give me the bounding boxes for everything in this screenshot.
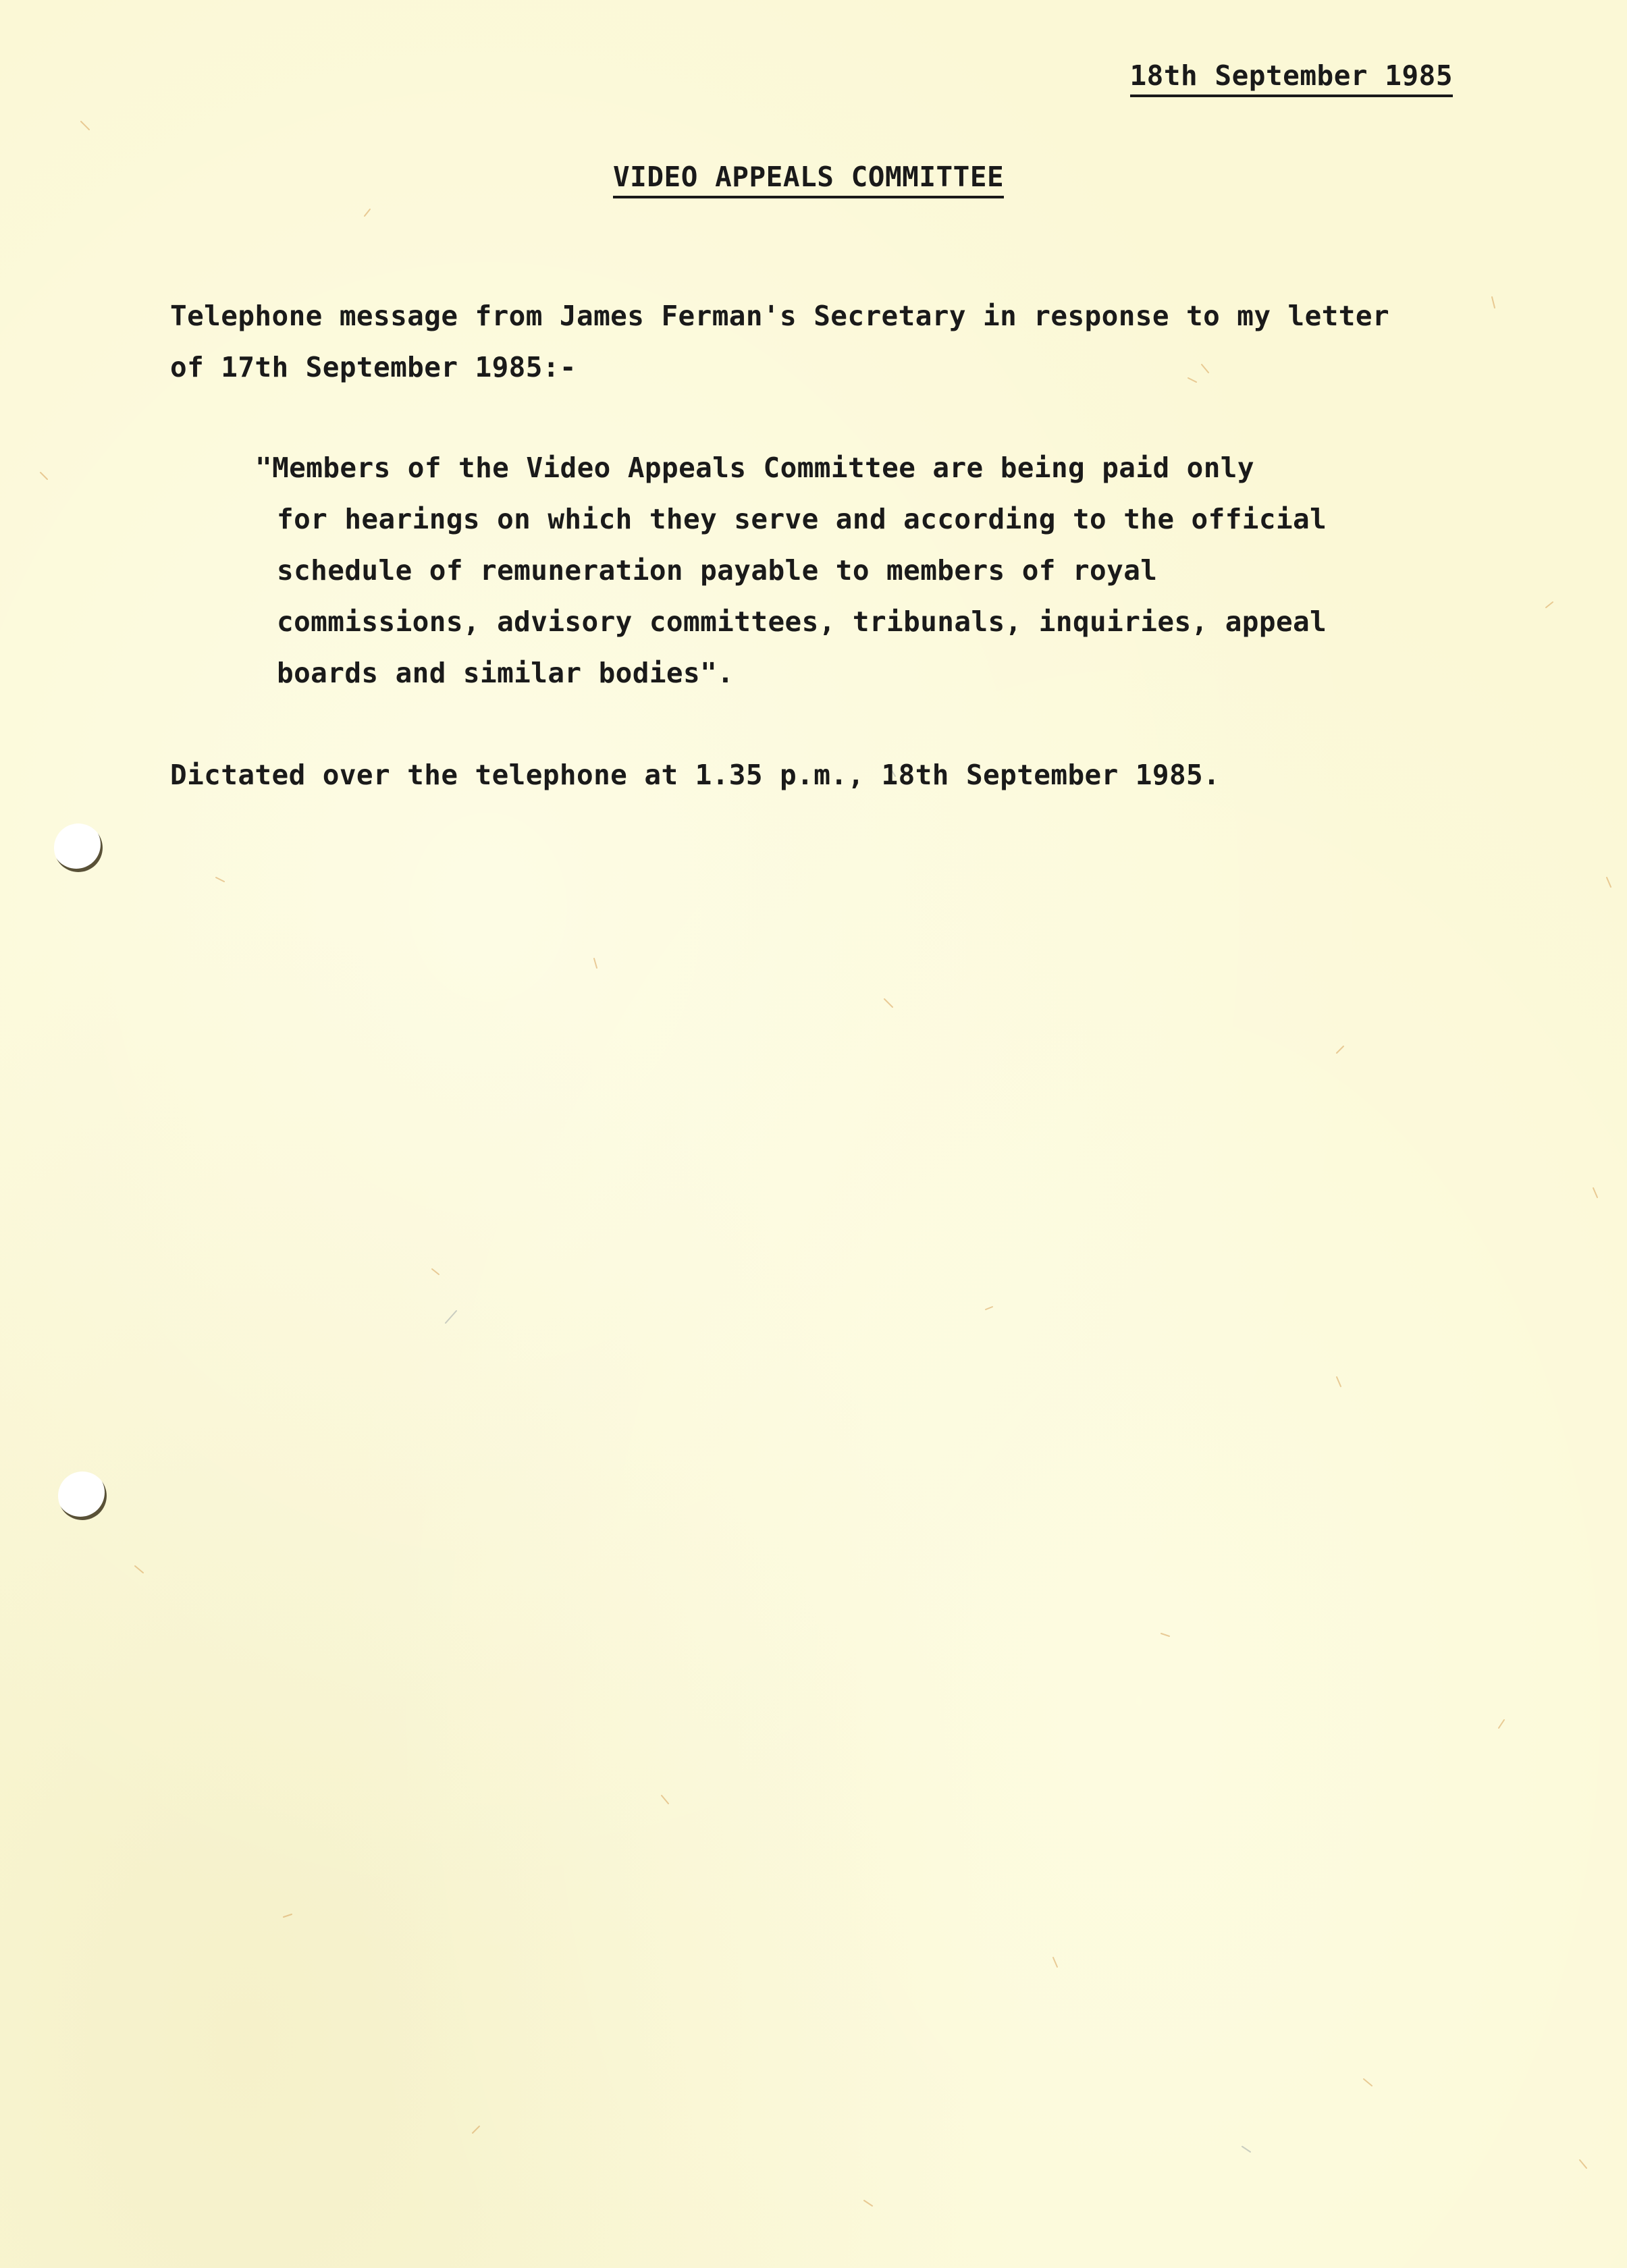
punch-hole [54, 824, 103, 872]
intro-paragraph [170, 290, 1480, 393]
intro-line: of 17th September 1985:- [170, 351, 577, 383]
document-title: VIDEO APPEALS COMMITTEE [613, 161, 1004, 198]
quote-line: schedule of remuneration payable to members of royal [277, 554, 1158, 587]
quote-line: "Members of the Video Appeals Committee are being paid only [255, 452, 1254, 484]
document-date: 18th September 1985 [1130, 59, 1453, 97]
closing-note: Dictated over the telephone at 1.35 p.m., 18th September 1985. [170, 759, 1221, 791]
intro-line: Telephone message from James Ferman's Secretary in response to my letter [170, 300, 1390, 332]
quote-line: boards and similar bodies". [277, 657, 735, 689]
quote-line: for hearings on which they serve and according to the official [277, 503, 1327, 535]
punch-hole [58, 1472, 107, 1520]
quote-line: commissions, advisory committees, tribunals, inquiries, appeal [277, 605, 1327, 638]
quoted-message [255, 442, 1565, 699]
